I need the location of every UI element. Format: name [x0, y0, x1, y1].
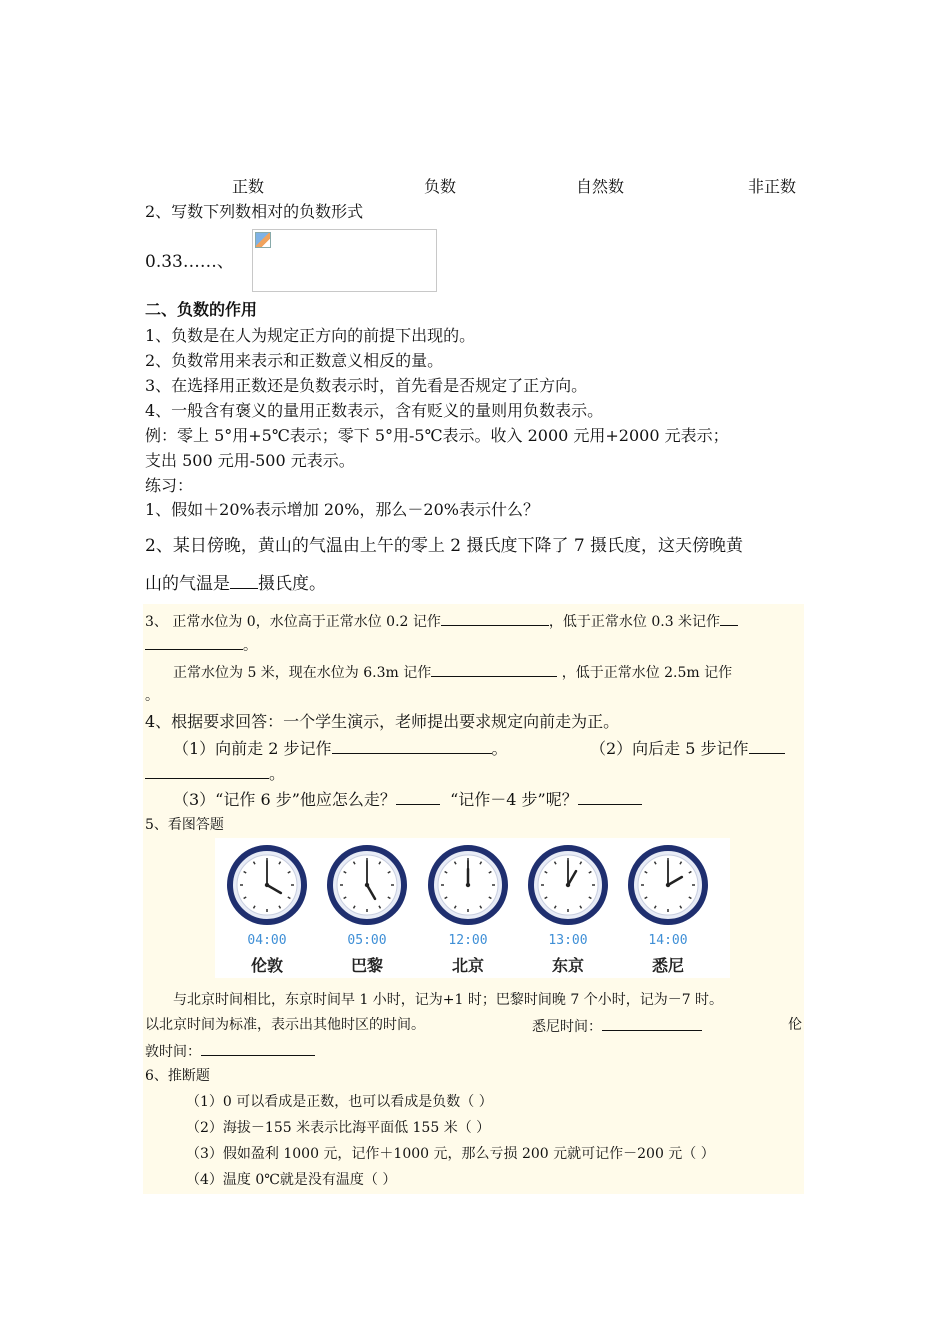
city-label: 东京 [551, 956, 585, 975]
question-2-item: 0.33……、 [145, 252, 234, 272]
exercise-5-line-2a: 以北京时间为标准，表示出其他时区的时间。 [145, 1017, 425, 1033]
point-3: 3、在选择用正数还是负数表示时，首先看是否规定了正方向。 [145, 376, 588, 395]
exercise-4-title: 4、根据要求回答：一个学生演示，老师提出要求规定向前走为正。 [145, 712, 620, 731]
clock-4 [631, 848, 705, 975]
judge-item-2: （2）海拔－155 米表示比海平面低 155 米（ ） [186, 1120, 491, 1136]
answer-blank[interactable] [230, 572, 258, 589]
exercise-3-line-4: 。 [145, 688, 159, 704]
point-1: 1、负数是在人为规定正方向的前提下出现的。 [145, 326, 476, 345]
answer-blank[interactable] [441, 609, 549, 626]
city-label: 北京 [451, 956, 485, 975]
question-2-title: 2、写数下列数相对的负数形式 [145, 202, 364, 221]
digital-time: 12:00 [448, 933, 488, 948]
london-time-label: 敦时间： [145, 1044, 201, 1060]
exercise-3-text-a: 3、 正常水位为 0，水位高于正常水位 0.2 记作 [145, 614, 441, 630]
exercise-3-line-1 [145, 609, 738, 633]
answer-blank[interactable] [201, 1039, 315, 1056]
example-line-1: 例：零上 5°用+5℃表示；零下 5°用-5℃表示。收入 2000 元用+2000 元表示； [145, 426, 729, 445]
exercise-5-title: 5、看图答题 [145, 817, 224, 833]
exercise-6-title: 6、推断题 [145, 1068, 210, 1084]
clock-0 [230, 848, 304, 975]
exercise-2-text-a: 山的气温是 [145, 574, 230, 594]
exercise-4-2-text: （2）向后走 5 步记作 [590, 739, 749, 758]
exercise-5-line-2b [532, 1014, 702, 1038]
clock-center [666, 883, 670, 887]
exercise-3-end-a: 。 [243, 638, 257, 654]
sydney-time-label: 悉尼时间： [532, 1019, 602, 1035]
exercise-2-line-1: 2、某日傍晚，黄山的气温由上午的零上 2 摄氏度下降了 7 摄氏度，这天傍晚黄 [145, 536, 744, 556]
clock-center [365, 883, 369, 887]
city-label: 巴黎 [350, 956, 384, 975]
exercise-3-line-3 [173, 660, 732, 684]
broken-image-icon [255, 232, 271, 248]
city-label: 伦敦 [250, 956, 284, 975]
exercise-2-line-2 [145, 572, 326, 595]
judge-item-3: （3）假如盈利 1000 元，记作＋1000 元，那么亏损 200 元就可记作－200 元（ ） [186, 1146, 715, 1162]
point-2: 2、负数常用来表示和正数意义相反的量。 [145, 351, 444, 370]
clock-center [466, 883, 470, 887]
exercise-5-line-2c: 伦 [788, 1017, 802, 1033]
exercise-4-3-text-b: “记作－4 步”呢？ [450, 790, 578, 809]
exercise-3-text-c: 正常水位为 5 米，现在水位为 6.3m 记作 [173, 665, 432, 681]
exercise-4-item-2-cont [145, 762, 285, 785]
clocks-figure [215, 838, 730, 978]
judge-item-1: （1）0 可以看成是正数，也可以看成是负数（ ） [186, 1094, 493, 1110]
judge-item-4: （4）温度 0℃就是没有温度（ ） [186, 1172, 397, 1188]
exercise-2-text-b: 摄氏度。 [258, 574, 326, 594]
category-natural: 自然数 [576, 177, 625, 196]
point-4: 4、一般含有褒义的量用正数表示，含有贬义的量则用负数表示。 [145, 401, 604, 420]
exercise-4-1-end: 。 [491, 739, 508, 758]
exercise-4-2-end: 。 [269, 764, 286, 783]
answer-blank[interactable] [431, 660, 557, 677]
exercise-4-item-2 [590, 737, 785, 760]
missing-image-placeholder [252, 229, 437, 292]
exercise-4-3-text-a: （3）“记作 6 步”他应怎么走？ [173, 790, 396, 809]
clock-center [566, 883, 570, 887]
exercise-3-text-d: ，低于正常水位 2.5m 记作 [561, 665, 733, 681]
answer-blank[interactable] [602, 1014, 702, 1031]
category-negative: 负数 [424, 177, 457, 196]
digital-time: 13:00 [548, 933, 588, 948]
category-positive: 正数 [232, 177, 265, 196]
answer-blank[interactable] [145, 633, 243, 650]
clock-3 [531, 848, 605, 975]
section-2-heading: 二、负数的作用 [145, 300, 258, 319]
clock-center [265, 883, 269, 887]
digital-time: 05:00 [347, 933, 387, 948]
clock-1 [330, 848, 404, 975]
exercise-3-text-b: ，低于正常水位 0.3 米记作 [548, 614, 721, 630]
answer-blank[interactable] [720, 609, 738, 626]
answer-blank[interactable] [332, 737, 492, 754]
clock-2 [431, 848, 505, 975]
example-line-2: 支出 500 元用-500 元表示。 [145, 451, 355, 470]
digital-time: 04:00 [247, 933, 287, 948]
city-label: 悉尼 [651, 956, 685, 975]
exercise-3-line-2 [145, 633, 257, 657]
clocks-svg [215, 838, 730, 978]
category-nonpositive: 非正数 [748, 177, 797, 196]
exercise-1: 1、假如＋20%表示增加 20%，那么－20%表示什么？ [145, 500, 539, 519]
practice-label: 练习： [145, 476, 194, 495]
answer-blank[interactable] [578, 788, 642, 805]
exercise-4-item-1 [173, 737, 508, 760]
exercise-5-line-3 [145, 1039, 315, 1063]
digital-time: 14:00 [648, 933, 688, 948]
exercise-4-item-3 [173, 788, 642, 811]
exercise-5-line-1: 与北京时间相比，东京时间早 1 小时，记为+1 时；巴黎时间晚 7 个小时，记为－7 时。 [173, 992, 724, 1008]
answer-blank[interactable] [396, 788, 440, 805]
answer-blank[interactable] [749, 737, 785, 754]
answer-blank[interactable] [145, 762, 269, 779]
exercise-4-1-text: （1）向前走 2 步记作 [173, 739, 332, 758]
